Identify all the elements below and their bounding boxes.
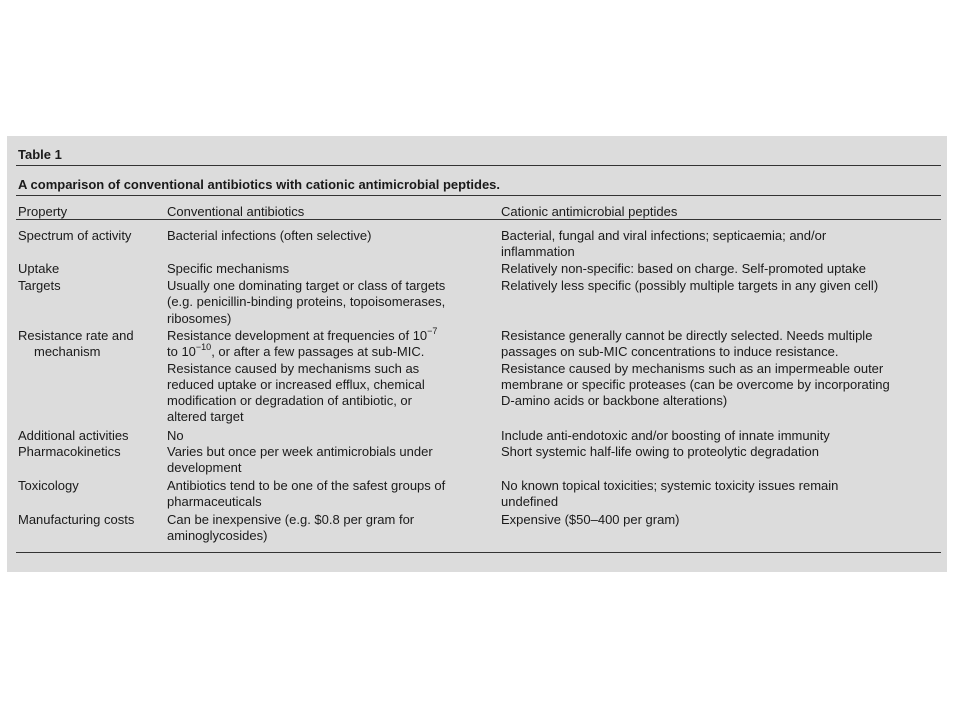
cell-line: Can be inexpensive (e.g. $0.8 per gram for bbox=[167, 512, 415, 527]
table-panel bbox=[7, 136, 947, 572]
cell-line: Varies but once per week antimicrobials under bbox=[167, 444, 433, 459]
row-additional-cationic bbox=[501, 428, 941, 444]
cell-line: altered target bbox=[167, 409, 244, 425]
row-toxicology-conventional bbox=[167, 478, 502, 511]
cell-line: Bacterial, fungal and viral infections; septicaemia; and/or bbox=[501, 228, 827, 243]
rule-bottom bbox=[16, 552, 941, 553]
superscript: −7 bbox=[427, 325, 438, 336]
cell-line: (e.g. penicillin-binding proteins, topoisomerases, bbox=[167, 294, 446, 310]
cell-line: Resistance rate and bbox=[18, 328, 134, 343]
row-pharmacokinetics-conventional bbox=[167, 444, 502, 477]
cell-line: reduced uptake or increased efflux, chemical bbox=[167, 376, 425, 392]
row-manufacturing-cationic bbox=[501, 512, 941, 528]
cell-line: Include anti-endotoxic and/or boosting of innate immunity bbox=[501, 428, 830, 443]
table-caption: A comparison of conventional antibiotics with cationic antimicrobial peptides. bbox=[18, 177, 501, 192]
row-toxicology-cationic bbox=[501, 478, 941, 511]
table-label: Table 1 bbox=[18, 147, 62, 162]
cell-text: Resistance development at frequencies of 10 bbox=[167, 328, 428, 343]
cell-text: to 10 bbox=[167, 344, 196, 360]
cell-line: Resistance generally cannot be directly selected. Needs multiple bbox=[501, 328, 873, 343]
cell-line: No known topical toxicities; systemic toxicity issues remain bbox=[501, 478, 839, 493]
cell-line: Relatively non-specific: based on charge. Self-promoted uptake bbox=[501, 261, 866, 276]
cell-line: Resistance caused by mechanisms such as an impermeable outer bbox=[501, 360, 884, 376]
cell-line: Relatively less specific (possibly multiple targets in any given cell) bbox=[501, 278, 879, 293]
row-additional-conventional bbox=[167, 428, 502, 444]
cell-line: Usually one dominating target or class of targets bbox=[167, 278, 446, 293]
cell-line: Pharmacokinetics bbox=[18, 444, 121, 459]
row-spectrum-conventional bbox=[167, 228, 502, 244]
row-resistance-cationic bbox=[501, 328, 941, 409]
cell-line: Resistance caused by mechanisms such as bbox=[167, 360, 420, 376]
row-uptake-property bbox=[18, 261, 168, 277]
cell-line: Uptake bbox=[18, 261, 60, 276]
row-additional-property bbox=[18, 428, 168, 444]
row-targets-property bbox=[18, 278, 168, 294]
cell-line bbox=[167, 325, 502, 344]
cell-line: Bacterial infections (often selective) bbox=[167, 228, 372, 243]
cell-text: , or after a few passages at sub-MIC. bbox=[211, 344, 425, 360]
cell-line: pharmaceuticals bbox=[167, 494, 262, 510]
header-property: Property bbox=[18, 204, 68, 219]
row-manufacturing-conventional bbox=[167, 512, 502, 545]
superscript: −10 bbox=[195, 341, 212, 352]
row-manufacturing-property bbox=[18, 512, 168, 528]
cell-line: development bbox=[167, 460, 242, 476]
cell-line: No bbox=[167, 428, 184, 443]
cell-line: inflammation bbox=[501, 244, 575, 260]
cell-line: membrane or specific proteases (can be overcome by incorporating bbox=[501, 376, 890, 392]
row-resistance-property bbox=[18, 328, 168, 361]
header-cationic: Cationic antimicrobial peptides bbox=[501, 204, 678, 219]
cell-line: Antibiotics tend to be one of the safest groups of bbox=[167, 478, 446, 493]
cell-line: Specific mechanisms bbox=[167, 261, 290, 276]
cell-line: Short systemic half-life owing to proteolytic degradation bbox=[501, 444, 819, 459]
cell-line: aminoglycosides) bbox=[167, 528, 268, 544]
cell-line: ribosomes) bbox=[167, 310, 232, 326]
cell-line bbox=[167, 341, 502, 360]
row-targets-cationic bbox=[501, 278, 941, 294]
rule-top bbox=[16, 165, 941, 166]
cell-line: undefined bbox=[501, 494, 559, 510]
cell-line: passages on sub-MIC concentrations to induce resistance. bbox=[501, 344, 839, 360]
row-pharmacokinetics-property bbox=[18, 444, 168, 460]
cell-line: modification or degradation of antibiotic, or bbox=[167, 393, 412, 409]
header-conventional: Conventional antibiotics bbox=[167, 204, 305, 219]
cell-line: Expensive ($50–400 per gram) bbox=[501, 512, 680, 527]
cell-line: Spectrum of activity bbox=[18, 228, 132, 243]
rule-caption bbox=[16, 195, 941, 196]
cell-line: D-amino acids or backbone alterations) bbox=[501, 393, 728, 409]
row-uptake-conventional bbox=[167, 261, 502, 277]
row-toxicology-property bbox=[18, 478, 168, 494]
row-uptake-cationic bbox=[501, 261, 941, 277]
rule-header bbox=[16, 219, 941, 220]
row-spectrum-property bbox=[18, 228, 168, 244]
cell-line: Targets bbox=[18, 278, 61, 293]
row-pharmacokinetics-cationic bbox=[501, 444, 941, 460]
cell-line: Manufacturing costs bbox=[18, 512, 135, 527]
cell-line: Additional activities bbox=[18, 428, 129, 443]
row-resistance-conventional bbox=[167, 325, 502, 426]
row-spectrum-cationic bbox=[501, 228, 941, 261]
cell-line: Toxicology bbox=[18, 478, 79, 493]
row-targets-conventional bbox=[167, 278, 502, 327]
cell-line: mechanism bbox=[34, 344, 101, 360]
